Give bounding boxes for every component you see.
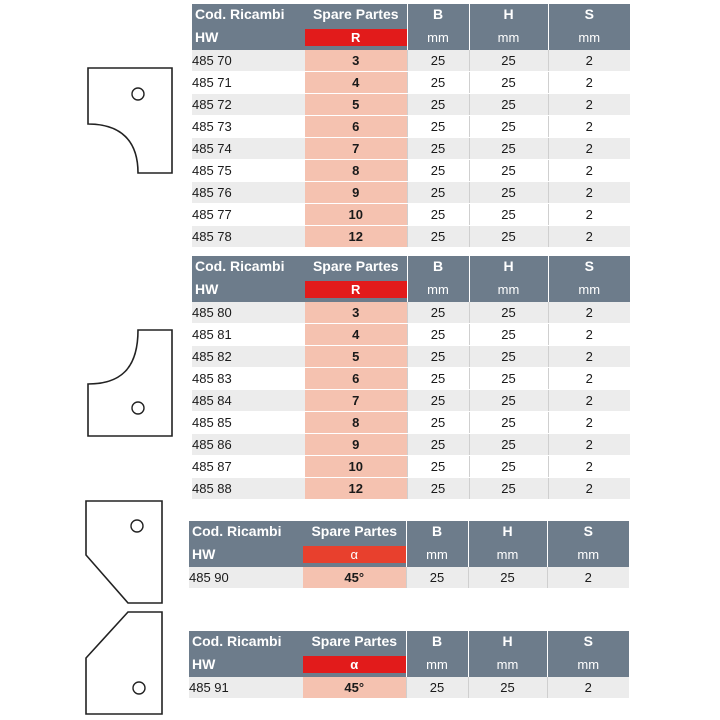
mounting-hole-icon — [132, 88, 144, 100]
header-spare: Spare Partes — [303, 521, 406, 542]
size-cell: 4 — [305, 72, 407, 94]
s-cell: 2 — [548, 302, 630, 324]
header-s: S — [547, 521, 629, 542]
h-cell: 25 — [469, 204, 548, 226]
table-subheader-row — [192, 25, 630, 50]
table-row — [189, 567, 629, 589]
table-row — [192, 368, 630, 390]
b-cell: 25 — [407, 226, 469, 248]
s-cell: 2 — [548, 160, 630, 182]
table-row — [192, 204, 630, 226]
mounting-hole-icon — [132, 402, 144, 414]
header-s: S — [548, 4, 630, 25]
part-code-cell: 485 80 — [192, 302, 305, 324]
b-cell: 25 — [407, 204, 469, 226]
header-b: B — [406, 631, 468, 652]
part-code-cell: 485 87 — [192, 456, 305, 478]
h-cell: 25 — [469, 390, 548, 412]
s-cell: 2 — [548, 182, 630, 204]
b-cell: 25 — [407, 478, 469, 500]
size-cell: 5 — [305, 346, 407, 368]
subheader-h: mm — [469, 25, 548, 50]
part-code-cell: 485 78 — [192, 226, 305, 248]
size-cell: 6 — [305, 368, 407, 390]
table-row — [192, 434, 630, 456]
h-cell: 25 — [469, 412, 548, 434]
size-cell: 10 — [305, 456, 407, 478]
subheader-spare — [305, 277, 407, 302]
b-cell: 25 — [407, 116, 469, 138]
h-cell: 25 — [469, 116, 548, 138]
header-code: Cod. Ricambi — [192, 4, 305, 25]
h-cell: 25 — [469, 182, 548, 204]
size-cell: 3 — [305, 50, 407, 72]
part-code-cell: 485 90 — [189, 567, 303, 589]
s-cell: 2 — [548, 204, 630, 226]
h-cell: 25 — [469, 138, 548, 160]
table-row — [192, 412, 630, 434]
s-cell: 2 — [548, 324, 630, 346]
table-row — [192, 72, 630, 94]
h-cell: 25 — [469, 94, 548, 116]
size-cell: 7 — [305, 390, 407, 412]
size-cell: 9 — [305, 434, 407, 456]
subheader-h: mm — [468, 542, 547, 567]
size-cell: 5 — [305, 94, 407, 116]
table-row — [192, 138, 630, 160]
h-cell: 25 — [469, 226, 548, 248]
size-cell: 9 — [305, 182, 407, 204]
s-cell: 2 — [548, 346, 630, 368]
radius-badge: R — [305, 29, 407, 46]
h-cell: 25 — [469, 346, 548, 368]
part-code-cell: 485 86 — [192, 434, 305, 456]
h-cell: 25 — [469, 456, 548, 478]
subheader-spare — [303, 652, 406, 677]
mounting-hole-icon — [133, 682, 145, 694]
size-cell: 4 — [305, 324, 407, 346]
part-code-cell: 485 85 — [192, 412, 305, 434]
b-cell: 25 — [407, 324, 469, 346]
b-cell: 25 — [407, 94, 469, 116]
s-cell: 2 — [548, 368, 630, 390]
angle-badge: α — [303, 546, 406, 563]
table-row — [192, 302, 630, 324]
table-row — [192, 324, 630, 346]
s-cell: 2 — [548, 478, 630, 500]
size-cell: 45° — [303, 677, 406, 699]
subheader-s: mm — [548, 277, 630, 302]
h-cell: 25 — [469, 302, 548, 324]
subheader-b: mm — [407, 277, 469, 302]
part-code-cell: 485 91 — [189, 677, 303, 699]
part-code-cell: 485 77 — [192, 204, 305, 226]
table-row — [192, 160, 630, 182]
subheader-h: mm — [468, 652, 547, 677]
b-cell: 25 — [407, 412, 469, 434]
s-cell: 2 — [548, 72, 630, 94]
header-code: Cod. Ricambi — [189, 521, 303, 542]
table-row — [189, 677, 629, 699]
spare-parts-table-485-91 — [189, 631, 629, 699]
header-spare: Spare Partes — [303, 631, 406, 652]
table-subheader-row — [189, 652, 629, 677]
size-cell: 6 — [305, 116, 407, 138]
s-cell: 2 — [548, 456, 630, 478]
subheader-b: mm — [406, 652, 468, 677]
s-cell: 2 — [548, 390, 630, 412]
mounting-hole-icon — [131, 520, 143, 532]
b-cell: 25 — [407, 182, 469, 204]
table-row — [192, 390, 630, 412]
s-cell: 2 — [547, 677, 629, 699]
header-b: B — [406, 521, 468, 542]
b-cell: 25 — [407, 368, 469, 390]
header-b: B — [407, 256, 469, 277]
table-row — [192, 50, 630, 72]
part-code-cell: 485 70 — [192, 50, 305, 72]
header-h: H — [468, 631, 547, 652]
part-code-cell: 485 82 — [192, 346, 305, 368]
size-cell: 8 — [305, 412, 407, 434]
table-row — [192, 116, 630, 138]
subheader-s: mm — [548, 25, 630, 50]
part-code-cell: 485 81 — [192, 324, 305, 346]
table-header-row — [192, 256, 630, 277]
b-cell: 25 — [407, 72, 469, 94]
part-code-cell: 485 72 — [192, 94, 305, 116]
table-row — [192, 94, 630, 116]
table-row — [192, 346, 630, 368]
radius-badge: R — [305, 281, 407, 298]
profile-drawing-chamfer-bottom — [80, 499, 166, 607]
table-header-row — [189, 631, 629, 652]
header-spare: Spare Partes — [305, 4, 407, 25]
header-h: H — [468, 521, 547, 542]
table-row — [192, 226, 630, 248]
header-b: B — [407, 4, 469, 25]
subheader-code: HW — [189, 652, 303, 677]
header-code: Cod. Ricambi — [189, 631, 303, 652]
h-cell: 25 — [469, 368, 548, 390]
subheader-spare — [303, 542, 406, 567]
s-cell: 2 — [547, 567, 629, 589]
table-row — [192, 478, 630, 500]
spare-parts-table-485-80 — [192, 256, 630, 500]
table-subheader-row — [189, 542, 629, 567]
s-cell: 2 — [548, 434, 630, 456]
b-cell: 25 — [407, 390, 469, 412]
s-cell: 2 — [548, 50, 630, 72]
table-subheader-row — [192, 277, 630, 302]
b-cell: 25 — [407, 302, 469, 324]
s-cell: 2 — [548, 412, 630, 434]
size-cell: 45° — [303, 567, 406, 589]
subheader-code: HW — [192, 277, 305, 302]
part-code-cell: 485 75 — [192, 160, 305, 182]
part-code-cell: 485 74 — [192, 138, 305, 160]
part-code-cell: 485 73 — [192, 116, 305, 138]
h-cell: 25 — [468, 677, 547, 699]
s-cell: 2 — [548, 94, 630, 116]
part-code-cell: 485 88 — [192, 478, 305, 500]
h-cell: 25 — [469, 72, 548, 94]
part-code-cell: 485 76 — [192, 182, 305, 204]
s-cell: 2 — [548, 138, 630, 160]
h-cell: 25 — [469, 324, 548, 346]
table-header-row — [192, 4, 630, 25]
size-cell: 7 — [305, 138, 407, 160]
subheader-b: mm — [407, 25, 469, 50]
b-cell: 25 — [407, 346, 469, 368]
header-h: H — [469, 256, 548, 277]
h-cell: 25 — [469, 478, 548, 500]
h-cell: 25 — [469, 50, 548, 72]
table-row — [192, 182, 630, 204]
size-cell: 10 — [305, 204, 407, 226]
header-h: H — [469, 4, 548, 25]
s-cell: 2 — [548, 116, 630, 138]
spare-parts-table-485-90 — [189, 521, 629, 589]
subheader-spare — [305, 25, 407, 50]
profile-drawing-concave-radius-top — [86, 328, 176, 440]
subheader-h: mm — [469, 277, 548, 302]
s-cell: 2 — [548, 226, 630, 248]
subheader-code: HW — [189, 542, 303, 567]
b-cell: 25 — [407, 456, 469, 478]
angle-badge: α — [303, 656, 406, 673]
size-cell: 12 — [305, 478, 407, 500]
subheader-s: mm — [547, 652, 629, 677]
size-cell: 3 — [305, 302, 407, 324]
b-cell: 25 — [406, 567, 468, 589]
h-cell: 25 — [469, 160, 548, 182]
b-cell: 25 — [407, 434, 469, 456]
b-cell: 25 — [406, 677, 468, 699]
profile-drawing-chamfer-top — [84, 610, 166, 718]
profile-drawing-concave-radius-bottom — [86, 66, 176, 176]
b-cell: 25 — [407, 160, 469, 182]
part-code-cell: 485 84 — [192, 390, 305, 412]
header-code: Cod. Ricambi — [192, 256, 305, 277]
spare-parts-table-485-70 — [192, 4, 630, 248]
subheader-b: mm — [406, 542, 468, 567]
subheader-code: HW — [192, 25, 305, 50]
part-code-cell: 485 71 — [192, 72, 305, 94]
part-code-cell: 485 83 — [192, 368, 305, 390]
size-cell: 12 — [305, 226, 407, 248]
b-cell: 25 — [407, 138, 469, 160]
h-cell: 25 — [468, 567, 547, 589]
header-spare: Spare Partes — [305, 256, 407, 277]
b-cell: 25 — [407, 50, 469, 72]
subheader-s: mm — [547, 542, 629, 567]
header-s: S — [547, 631, 629, 652]
size-cell: 8 — [305, 160, 407, 182]
table-header-row — [189, 521, 629, 542]
h-cell: 25 — [469, 434, 548, 456]
header-s: S — [548, 256, 630, 277]
table-row — [192, 456, 630, 478]
